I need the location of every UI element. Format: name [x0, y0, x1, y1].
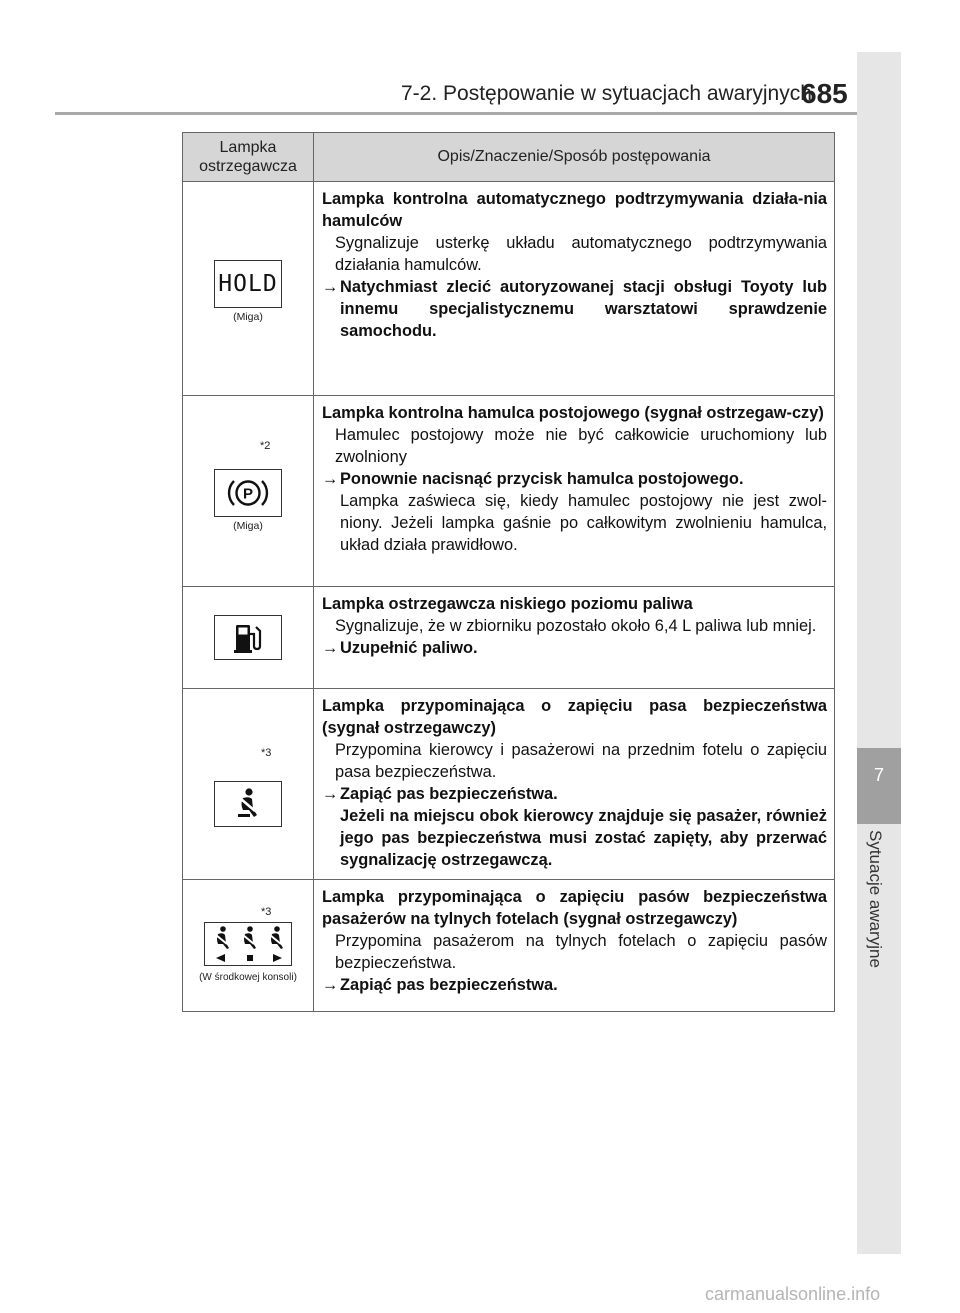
lamp-note: Lampka zaświeca się, kiedy hamulec postojowy nie jest zwol-niony. Jeżeli lampka gaśnie po całkowitym zwolnieniu hamulca, układ działa prawidłowo.: [340, 492, 827, 554]
description-cell: [314, 587, 835, 689]
footnote-mark: *3: [261, 747, 272, 759]
chapter-tab: [857, 748, 901, 824]
lamp-action: → Zapiąć pas bezpieczeństwa.: [322, 976, 558, 994]
lamp-description: Sygnalizuje, że w zbiorniku pozostało około 6,4 L paliwa lub mniej.: [335, 617, 817, 635]
chapter-label: Sytuacje awaryjne: [866, 830, 885, 968]
watermark: carmanualsonline.info: [705, 1284, 881, 1304]
arrow-icon: →: [322, 470, 339, 488]
parking-brake-icon: [214, 469, 282, 517]
lamp-title: Lampka ostrzegawcza niskiego poziomu paliwa: [322, 595, 693, 613]
lamp-action: → Zapiąć pas bezpieczeństwa.: [322, 785, 558, 803]
description-cell: [314, 880, 835, 1012]
lamp-title: Lampka przypominająca o zapięciu pasa bezpieczeństwa (sygnał ostrzegawczy): [322, 697, 827, 737]
side-tab: [857, 52, 901, 1254]
lamp-description: Przypomina kierowcy i pasażerowi na przednim fotelu o zapięciu pasa bezpieczeństwa.: [335, 741, 827, 781]
hold-icon: [214, 260, 282, 308]
arrow-icon: →: [322, 278, 339, 296]
warning-lights-table: [182, 132, 835, 1012]
table-row: [183, 587, 835, 689]
lamp-action: → Natychmiast zlecić autoryzowanej stacji obsługi Toyoty lub innemu specjalistycznemu warsztatowi sprawdzenie samochodu.: [322, 278, 827, 340]
arrow-icon: →: [322, 976, 339, 994]
arrow-icon: →: [322, 639, 339, 657]
table-row: [183, 396, 835, 587]
lamp-action: → Uzupełnić paliwo.: [322, 639, 478, 657]
lamp-title: Lampka przypominająca o zapięciu pasów bezpieczeństwa pasażerów na tylnych fotelach (sygnał ostrzegawczy): [322, 888, 827, 928]
arrow-icon: →: [322, 785, 339, 803]
lamp-title: Lampka kontrolna automatycznego podtrzymywania działa-nia hamulców: [322, 190, 827, 230]
section-title: 7-2. Postępowanie w sytuacjach awaryjnych: [401, 82, 812, 105]
lamp-note: Jeżeli na miejscu obok kierowcy znajduje się pasażer, również jego pas bezpieczeństwa musi zostać zapięty, aby przerwać sygnalizację ostrzegawczą.: [340, 807, 827, 869]
table-header-row: [183, 133, 835, 182]
header-rule: [55, 112, 899, 115]
lamp-description: Sygnalizuje usterkę układu automatycznego podtrzymywania działania hamulców.: [335, 234, 827, 274]
lamp-caption: (W środkowej konsoli): [199, 972, 297, 983]
lamp-description: Przypomina pasażerom na tylnych fotelach o zapięciu pasów bezpieczeństwa.: [335, 932, 827, 972]
lamp-action: → Ponownie nacisnąć przycisk hamulca postojowego.: [322, 470, 744, 488]
page-number: 685: [801, 78, 848, 109]
lamp-caption: (Miga): [233, 519, 263, 532]
lamp-cell: [183, 880, 314, 1012]
description-cell: [314, 689, 835, 880]
footnote-mark: *3: [261, 906, 272, 918]
lamp-cell: [183, 182, 314, 396]
table-row: [183, 182, 835, 396]
description-cell: [314, 396, 835, 587]
lamp-cell: [183, 396, 314, 587]
lamp-cell: [183, 587, 314, 689]
seatbelt-icon: [214, 781, 282, 827]
table-row: [183, 689, 835, 880]
fuel-icon: [214, 615, 282, 660]
parking-brake-letter: P: [242, 485, 254, 502]
page-header: [0, 0, 960, 120]
chapter-number: 7: [873, 765, 884, 785]
table-row: [183, 880, 835, 1012]
hold-icon-text: HOLD: [218, 271, 278, 297]
lamp-title: Lampka kontrolna hamulca postojowego (sygnał ostrzegaw-czy): [322, 404, 824, 422]
rear-seatbelt-icon: [204, 922, 292, 966]
lamp-caption: (Miga): [233, 311, 263, 323]
column-header-description: Opis/Znaczenie/Sposób postępowania: [314, 133, 835, 182]
description-cell: [314, 182, 835, 396]
lamp-cell: [183, 689, 314, 880]
lamp-description: Hamulec postojowy może nie być całkowicie uruchomiony lub zwolniony: [335, 426, 827, 466]
column-header-lamp: Lampka ostrzegawcza: [183, 133, 314, 182]
footnote-mark: *2: [260, 440, 271, 452]
